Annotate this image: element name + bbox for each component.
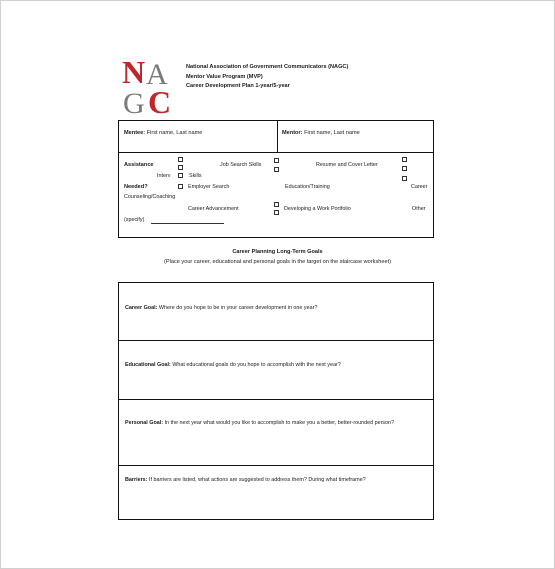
checkbox-skills[interactable] <box>178 173 183 178</box>
option-counseling: Counseling/Coaching <box>124 194 176 200</box>
option-other: Other <box>412 206 426 212</box>
mentee-info-box <box>118 120 434 238</box>
specify-line[interactable] <box>151 223 224 224</box>
checkbox-interv[interactable] <box>178 165 183 170</box>
career-goal-text: Where do you hope to be in your career development in one year? <box>158 305 318 311</box>
checkbox-career[interactable] <box>402 176 407 181</box>
org-name: National Association of Government Communicators (NAGC) <box>186 64 349 70</box>
svg-text:A: A <box>146 58 168 91</box>
personal-goal-text: In the next year what would you like to accomplish to make you a better, better-rounded person? <box>164 420 395 426</box>
barriers-section[interactable] <box>119 466 433 519</box>
checkbox-education[interactable] <box>402 166 407 171</box>
mentor-label: Mentor: <box>282 130 303 136</box>
mentee-label: Mentee: <box>124 130 146 136</box>
names-row <box>119 121 433 153</box>
document-header <box>186 63 348 92</box>
program-name: Mentor Value Program (MVP) <box>186 73 263 80</box>
barriers-label: Barriers: <box>125 477 148 483</box>
plan-name: Career Development Plan 1-year/5-year <box>186 83 290 90</box>
checkbox-career-advancement[interactable] <box>274 202 279 207</box>
personal-goal-label: Personal Goal: <box>125 420 164 426</box>
option-portfolio: Developing a Work Portfolio <box>284 206 351 212</box>
barriers-text: If barriers are listed, what actions are suggested to address them? During what timeframe? <box>148 477 366 483</box>
career-goal-question <box>125 304 415 313</box>
mentee-value: First name, Last name <box>146 130 203 136</box>
mentor-field[interactable] <box>282 130 360 136</box>
career-goal-section[interactable] <box>119 283 433 341</box>
option-resume: Resume and Cover Letter <box>316 162 378 168</box>
checkbox-assistance[interactable] <box>178 157 183 162</box>
option-employer-search: Employer Search <box>188 184 230 190</box>
checkbox-employer-search-2[interactable] <box>178 184 183 189</box>
mentor-value: First name, Last name <box>304 130 360 136</box>
goals-box <box>118 282 434 520</box>
checkbox-portfolio[interactable] <box>274 210 279 215</box>
educational-goal-question <box>125 361 415 370</box>
option-job-search: Job Search Skills <box>220 162 262 168</box>
goals-title: Career Planning Long-Term Goals <box>232 249 323 255</box>
option-specify: (specify) <box>124 217 145 223</box>
checkbox-resume[interactable] <box>402 157 407 162</box>
option-career: Career <box>411 184 428 190</box>
educational-goal-section[interactable] <box>119 341 433 400</box>
svg-text:N: N <box>122 55 146 90</box>
educational-goal-label: Educational Goal: <box>125 362 171 368</box>
personal-goal-question <box>125 419 415 428</box>
barriers-question <box>125 476 415 485</box>
option-skills: Skills <box>189 173 202 179</box>
assistance-label: Assistance <box>124 162 154 168</box>
svg-text:C: C <box>148 84 172 115</box>
option-education: Education/Training <box>285 184 330 190</box>
checkbox-employer-search[interactable] <box>274 167 279 172</box>
personal-goal-section[interactable] <box>119 400 433 466</box>
goals-subtitle: (Place your career, educational and personal goals in the target on the staircase worksheet) <box>164 259 391 265</box>
option-career-advancement: Career Advancement <box>188 206 239 212</box>
option-interv: Interv <box>157 173 171 179</box>
career-goal-label: Career Goal: <box>125 305 158 311</box>
svg-text:G: G <box>123 87 145 115</box>
educational-goal-text: What educational goals do you hope to accomplish with the next year? <box>172 362 341 368</box>
needed-label: Needed? <box>124 184 148 190</box>
names-divider <box>277 121 278 153</box>
checkbox-job-search[interactable] <box>274 158 279 163</box>
mentee-field[interactable] <box>124 130 202 136</box>
nagc-logo <box>121 55 179 115</box>
